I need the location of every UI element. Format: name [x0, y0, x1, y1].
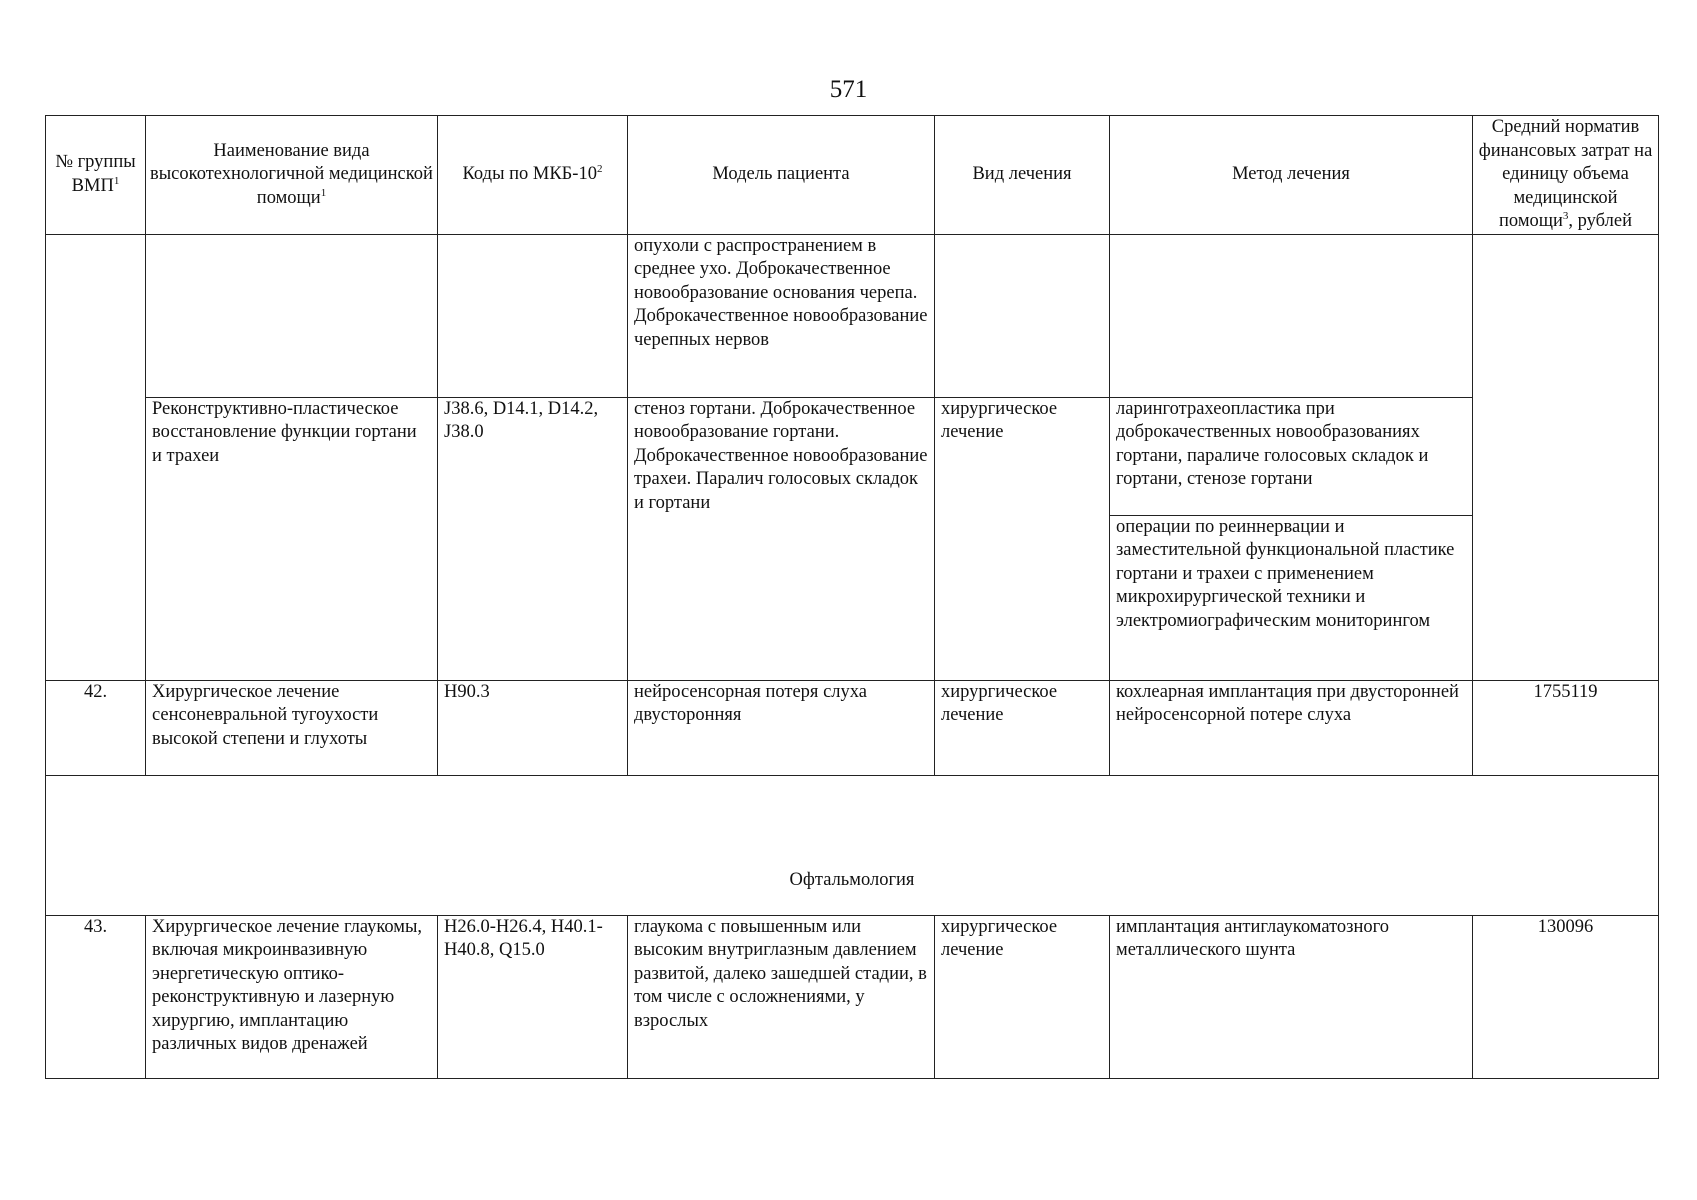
name-cell-empty [146, 234, 438, 397]
page-number: 571 [829, 76, 868, 103]
model-cell: нейросенсорная потеря слуха двусторонняя [628, 680, 935, 775]
method-cell: кохлеарная имплантация при двусторонней нейросенсорной потере слуха [1110, 680, 1473, 775]
cost-cell-empty [1473, 234, 1659, 680]
codes-cell: H90.3 [438, 680, 628, 775]
cost-cell: 1755119 [1473, 680, 1659, 775]
method-cell: имплантация антиглаукоматозного металлического шунта [1110, 915, 1473, 1078]
type-cell: хирургическое лечение [935, 397, 1110, 680]
name-cell: Хирургическое лечение глаукомы, включая микроинвазивную энергетическую оптико-реконструктивную и лазерную хирургию, имплантацию различных видов дренажей [146, 915, 438, 1078]
model-cell: стеноз гортани. Доброкачественное новообразование гортани. Доброкачественное новообразование трахеи. Паралич голосовых складок и гортани [628, 397, 935, 680]
type-cell: хирургическое лечение [935, 915, 1110, 1078]
group-cell: 42. [46, 680, 146, 775]
codes-cell: J38.6, D14.1, D14.2, J38.0 [438, 397, 628, 680]
section-row [46, 775, 1659, 915]
vmp-table [45, 115, 1659, 1079]
table-row [46, 915, 1659, 1078]
name-cell: Реконструктивно-пластическое восстановление функции гортани и трахеи [146, 397, 438, 680]
type-cell-empty [935, 234, 1110, 397]
table-row [46, 234, 1659, 397]
header-name: Наименование вида высокотехнологичной медицинской помощи$^1$ [146, 116, 438, 235]
table-row [46, 397, 1659, 515]
header-cost: Средний норматив финансовых затрат на единицу объема медицинской помощи$^3$, рублей [1473, 116, 1659, 235]
method-cell-empty [1110, 234, 1473, 397]
model-cell: глаукома с повышенным или высоким внутриглазным давлением развитой, далеко зашедшей стадии, в том числе с осложнениями, у взрослых [628, 915, 935, 1078]
codes-cell-empty [438, 234, 628, 397]
cost-cell: 130096 [1473, 915, 1659, 1078]
name-cell: Хирургическое лечение сенсоневральной тугоухости высокой степени и глухоты [146, 680, 438, 775]
group-cell: 43. [46, 915, 146, 1078]
group-cell-empty [46, 234, 146, 680]
model-cell: опухоли с распространением в среднее ухо. Доброкачественное новообразование основания черепа. Доброкачественное новообразование черепных нервов [628, 234, 935, 397]
section-title: Офтальмология [46, 775, 1659, 915]
header-group: № группы ВМП$^1$ [46, 116, 146, 235]
header-method: Метод лечения [1110, 116, 1473, 235]
header-row [46, 116, 1659, 235]
type-cell: хирургическое лечение [935, 680, 1110, 775]
method-cell: ларинготрахеопластика при доброкачественных новообразованиях гортани, параличе голосовых складок и гортани, стенозе гортани [1110, 397, 1473, 515]
header-type: Вид лечения [935, 116, 1110, 235]
codes-cell: H26.0-H26.4, H40.1- H40.8, Q15.0 [438, 915, 628, 1078]
header-model: Модель пациента [628, 116, 935, 235]
table-row [46, 680, 1659, 775]
method-cell: операции по реиннервации и заместительной функциональной пластике гортани и трахеи с применением микрохирургической техники и электромиографическим мониторингом [1110, 515, 1473, 680]
header-codes: Коды по МКБ-$10^2$ [438, 116, 628, 235]
